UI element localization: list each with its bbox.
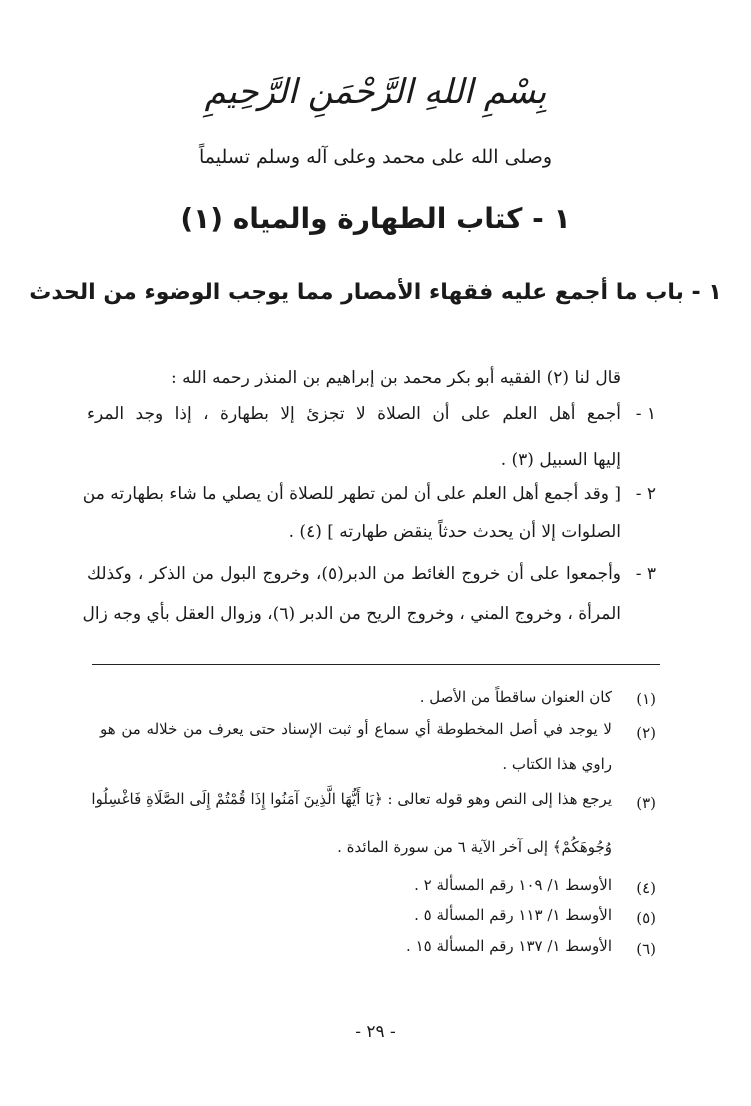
paragraph-line: [ وقد أجمع أهل العلم على أن لمن تطهر للصلاة أن يصلي ما شاء بطهارته من [82,484,621,504]
paragraph-line: إليها السبيل (٣) . [500,450,621,470]
footnote-divider [92,664,660,665]
footnote-text: الأوسط ١/ ١١٣ رقم المسألة ٥ . [414,906,612,924]
footnote-text: كان العنوان ساقطاً من الأصل . [419,688,612,706]
basmala-heading: بِسْمِ اللهِ الرَّحْمَنِ الرَّحِيمِ [204,72,547,112]
paragraph-number: ٣ - [635,564,656,584]
paragraph-line: المرأة ، وخروج المني ، وخروج الريح من الدبر (٦)، وزوال العقل بأي وجه زال [82,604,621,624]
paragraph-line: أجمع أهل العلم على أن الصلاة لا تجزئ إلا بطهارة ، إذا وجد المرء [87,404,621,424]
footnote-text: يرجع هذا إلى النص وهو قوله تعالى : ﴿يَا أَيُّهَا الَّذِينَ آمَنُوا إِذَا قُمْتُمْ إِلَى الصَّلَاةِ فَاغْسِلُوا [91,790,612,808]
paragraph-line: الصلوات إلا أن يحدث حدثاً ينقض طهارته ] (٤) . [288,522,621,542]
footnote-number: (٦) [636,940,656,958]
footnote-text: وُجُوهَكُمْ﴾ إلى آخر الآية ٦ من سورة المائدة . [337,838,612,856]
footnote-text: الأوسط ١/ ١٠٩ رقم المسألة ٢ . [414,876,612,894]
footnote-number: (١) [636,690,656,708]
paragraph-line: وأجمعوا على أن خروج الغائط من الدبر(٥)، وخروج البول من الذكر ، وكذلك [87,564,621,584]
footnote-number: (٤) [636,879,656,897]
footnote-number: (٢) [636,724,656,742]
chapter-title: ١ - باب ما أجمع عليه فقهاء الأمصار مما يوجب الوضوء من الحدث [29,280,722,305]
book-title: ١ - كتاب الطهارة والمياه (١) [180,202,571,235]
intro-line: قال لنا (٢) الفقيه أبو بكر محمد بن إبراهيم بن المنذر رحمه الله : [170,368,621,388]
salawat-line: وصلى الله على محمد وعلى آله وسلم تسليماً [198,146,553,168]
footnote-number: (٣) [636,794,656,812]
paragraph-number: ١ - [635,404,656,424]
footnote-number: (٥) [636,909,656,927]
paragraph-number: ٢ - [635,484,656,504]
footnote-text: راوي هذا الكتاب . [502,755,612,773]
footnote-text: لا يوجد في أصل المخطوطة أي سماع أو ثبت الإسناد حتى يعرف من خلاله من هو [100,720,612,738]
page-number: - ٢٩ - [355,1022,396,1042]
footnote-text: الأوسط ١/ ١٣٧ رقم المسألة ١٥ . [406,937,612,955]
